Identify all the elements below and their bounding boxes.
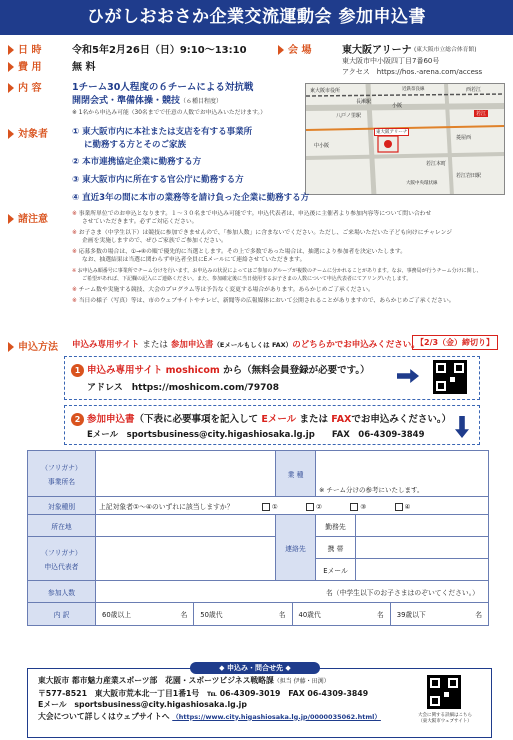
industry-field[interactable]: ※ チーム分けの参考にいたします。 xyxy=(316,451,489,497)
target-question: 上記対象者①～④のいずれに該当しますか？ xyxy=(99,502,234,511)
note-line: させていただきます。必ずご対応ください。 xyxy=(82,219,198,225)
target-label: 対象者 xyxy=(8,125,48,140)
qr-note: 大会に関する詳細はこちら （東大阪市ウェブサイト） xyxy=(418,713,472,724)
map-label: 東大阪アリーナ xyxy=(376,130,408,135)
venue-address: 東大阪市中小阪四丁目7番60号 xyxy=(342,57,440,65)
date-label: 日 時 xyxy=(8,41,41,56)
age-40s[interactable]: 40歳代 名 xyxy=(293,603,391,625)
fee-value: 無 料 xyxy=(72,62,96,73)
apply-instruction: 申込み専用サイト または 参加申込書（Eメールもしくは FAX）のどちらかでお申込みください。 xyxy=(72,340,420,350)
content-line2: 開閉会式・準備体操・競技（６種目程度） xyxy=(72,96,223,106)
page-title: ひがしおおさか企業交流運動会 参加申込書 xyxy=(0,0,513,35)
arrow-right-icon xyxy=(397,369,419,383)
map-label: 若江岩田駅 xyxy=(456,173,482,179)
choice-1[interactable]: ① xyxy=(262,503,278,511)
arrow-icon xyxy=(8,83,14,93)
contact-org: 東大阪市 都市魅力産業スポーツ部 花園・スポーツビジネス戦略課（担当 伊藤・田渕） xyxy=(38,676,330,685)
note-line: ※ 当日の様子（写真）等は、市のウェブサイトやテレビ、新聞等の広報媒体において公開されることがありますので、あらかじめご了承ください。 xyxy=(72,298,455,304)
map-label: 中小阪 xyxy=(314,143,330,149)
notes-label: 諸注意 xyxy=(8,210,48,225)
age-60-plus[interactable]: 60歳以上 名 xyxy=(96,603,194,625)
arrow-icon xyxy=(8,45,14,55)
address-label: 所在地 xyxy=(28,515,96,537)
target-type-field xyxy=(96,497,489,515)
target-item: ④ 直近3年の間に本市の業務等を請け負った企業に勤務する方 xyxy=(72,193,310,203)
age-50s[interactable]: 50歳代 名 xyxy=(194,603,292,625)
note-line: 企画を実施しますので、ぜひご家族でご参加ください。 xyxy=(82,238,227,244)
industry-label: 業 種 xyxy=(276,451,316,497)
note-line: ※ 事業所単位でのお申込となります。１～３０名まで申込み可能です。申込代表者は、申込後に主催者より参加内容等について問い合わせ xyxy=(72,211,432,217)
choice-4[interactable]: ④ xyxy=(395,503,411,511)
website-link[interactable]: （https://www.city.higashiosaka.lg.jp/0000035062.html） xyxy=(172,712,381,721)
fee-label: 費 用 xyxy=(8,58,41,73)
target-type-label: 対象種別 xyxy=(28,497,96,515)
venue-name: 東大阪アリーナ xyxy=(342,45,412,56)
number-badge: 1 xyxy=(71,364,84,377)
participants-field[interactable]: 名（中学生以下のお子さまはのぞいてください。） xyxy=(96,581,489,603)
content-label: 内 容 xyxy=(8,79,41,94)
company-label: （フリガナ） 事業所名 xyxy=(28,451,96,497)
choice-3[interactable]: ③ xyxy=(350,503,366,511)
qr-code-icon[interactable] xyxy=(427,675,461,709)
map-label: 長瀬駅 xyxy=(356,99,372,105)
target-item: ② 本市連携協定企業に勤務する方 xyxy=(72,157,202,167)
content-note: ※ 1名から申込み可能（30名までで任意の人数でお申込みいただけます。） xyxy=(72,110,267,116)
contact-title: ◆ 申込み・問合せ先 ◆ xyxy=(190,662,320,674)
contact-label: 連絡先 xyxy=(276,515,316,581)
note-line: ※ お子さま（中学生以下）は競技に参加できませんので、「参加人数」に含まないでください。ただし、ご来場いただいた子ども向けにチャレンジ xyxy=(72,230,453,236)
arrow-icon xyxy=(278,45,284,55)
email-field[interactable] xyxy=(356,559,489,581)
access-map xyxy=(305,83,505,195)
content-line1: 1チーム30人程度の６チームによる対抗戦 xyxy=(72,82,254,93)
address-field[interactable] xyxy=(96,515,276,537)
map-label: 近鉄奈良線 xyxy=(402,87,425,92)
arrow-icon xyxy=(8,62,14,72)
map-label: 大阪中央環状線 xyxy=(406,181,438,186)
participants-label: 参加人数 xyxy=(28,581,96,603)
option1-title: 1 申込み専用サイト moshicom から（無料会員登録が必要です。） xyxy=(71,362,370,377)
target-item: に勤務する方とそのご家族 xyxy=(84,140,187,150)
option1-address: アドレス https://moshicom.com/79708 xyxy=(87,383,279,393)
map-label: 菱屋西 xyxy=(456,135,472,141)
target-item: ① 東大阪市内に本社または支店を有する事業所 xyxy=(72,127,253,137)
option2-title: 2 参加申込書（下表に必要事項を記入して Eメール または FAXでお申込みください。） xyxy=(71,411,451,426)
deadline-badge: 【2/3（金）締切り】 xyxy=(412,335,498,350)
mobile-label: 携 帯 xyxy=(316,537,356,559)
company-field[interactable] xyxy=(96,451,276,497)
option2-contact: Eメール sportsbusiness@city.higashiosaka.lg.jp FAX 06-4309-3849 xyxy=(87,430,425,440)
arrow-icon xyxy=(8,129,14,139)
breakdown-field xyxy=(96,603,489,626)
arrow-icon xyxy=(8,214,14,224)
venue-note: (東大阪市立総合体育館) xyxy=(414,47,477,53)
workplace-field[interactable] xyxy=(356,515,489,537)
venue-label: 会 場 xyxy=(278,41,311,56)
map-label: 西若江 xyxy=(466,87,482,93)
mobile-field[interactable] xyxy=(356,537,489,559)
note-line: ※ 応募多数の場合は、①→④の順で優先的に当選とします。その上で多数であった場合は、抽選により参加者を決定いたします。 xyxy=(72,249,407,255)
contact-email: Eメール sportsbusiness@city.higashiosaka.lg.jp xyxy=(38,700,247,709)
number-badge: 2 xyxy=(71,413,84,426)
map-label: 若江本町 xyxy=(426,161,447,167)
contact-box xyxy=(27,668,492,738)
note-line: ご希望があれば、下記欄の記入にご連絡ください。また、参加確定後に当日使用するお子さまの人数について申込代表者にてアリングいたします。 xyxy=(82,276,412,282)
choice-2[interactable]: ② xyxy=(306,503,322,511)
note-line: ※ お申込み順番号に事業所でチーム分けを行います。お申込みの状況によってはご参加のグループが複数のチームに分かれることがあります。なお、事務局が行うチーム分けに関し、 xyxy=(72,268,482,274)
map-label: 東大阪市役所 xyxy=(310,88,341,94)
note-line: ※ チーム数や実施する競技、大会のプログラム等は予告なく変更する場合があります。あらかじめご了承ください。 xyxy=(72,287,374,293)
notes-list xyxy=(72,210,482,305)
target-item: ③ 東大阪市内に所在する官公庁に勤務する方 xyxy=(72,175,244,185)
apply-label: 申込方法 xyxy=(8,338,58,353)
breakdown-label: 内 訳 xyxy=(28,603,96,626)
contact-address: 〒577-8521 東大阪市荒本北一丁目1番1号 ℡ 06-4309-3019 FAX 06-4309-3849 xyxy=(38,688,369,698)
map-label: 小阪 xyxy=(392,103,403,109)
apply-option-online xyxy=(64,356,480,400)
workplace-label: 勤務先 xyxy=(316,515,356,537)
email-label: Eメール xyxy=(316,559,356,581)
venue-access: アクセス https://hos.-arena.com/access xyxy=(342,68,483,76)
application-form xyxy=(27,450,489,626)
apply-option-form xyxy=(64,405,480,445)
rep-label: （フリガナ） 申込代表者 xyxy=(28,537,96,581)
age-39-under[interactable]: 39歳以下 名 xyxy=(396,611,482,619)
map-label: 若江 xyxy=(476,111,487,117)
date-value: 令和5年2月26日（日）9:10～13:10 xyxy=(72,45,247,56)
arrow-down-icon xyxy=(455,416,469,438)
contact-website: 大会について詳しくはウェブサイトへ （https://www.city.higashiosaka.lg.jp/0000035062.html） xyxy=(38,711,381,721)
moshicom-link[interactable]: https://moshicom.com/79708 xyxy=(131,383,279,393)
rep-field[interactable] xyxy=(96,537,276,581)
qr-code-icon[interactable] xyxy=(433,360,467,394)
email-link[interactable]: sportsbusiness@city.higashiosaka.lg.jp xyxy=(126,430,315,440)
note-line: なお、抽選結果は当選に関わらず申込者全員にEメールにて連絡させていただきます。 xyxy=(82,257,306,263)
arrow-icon xyxy=(8,342,14,352)
map-label: 八戸ノ里駅 xyxy=(336,113,362,119)
